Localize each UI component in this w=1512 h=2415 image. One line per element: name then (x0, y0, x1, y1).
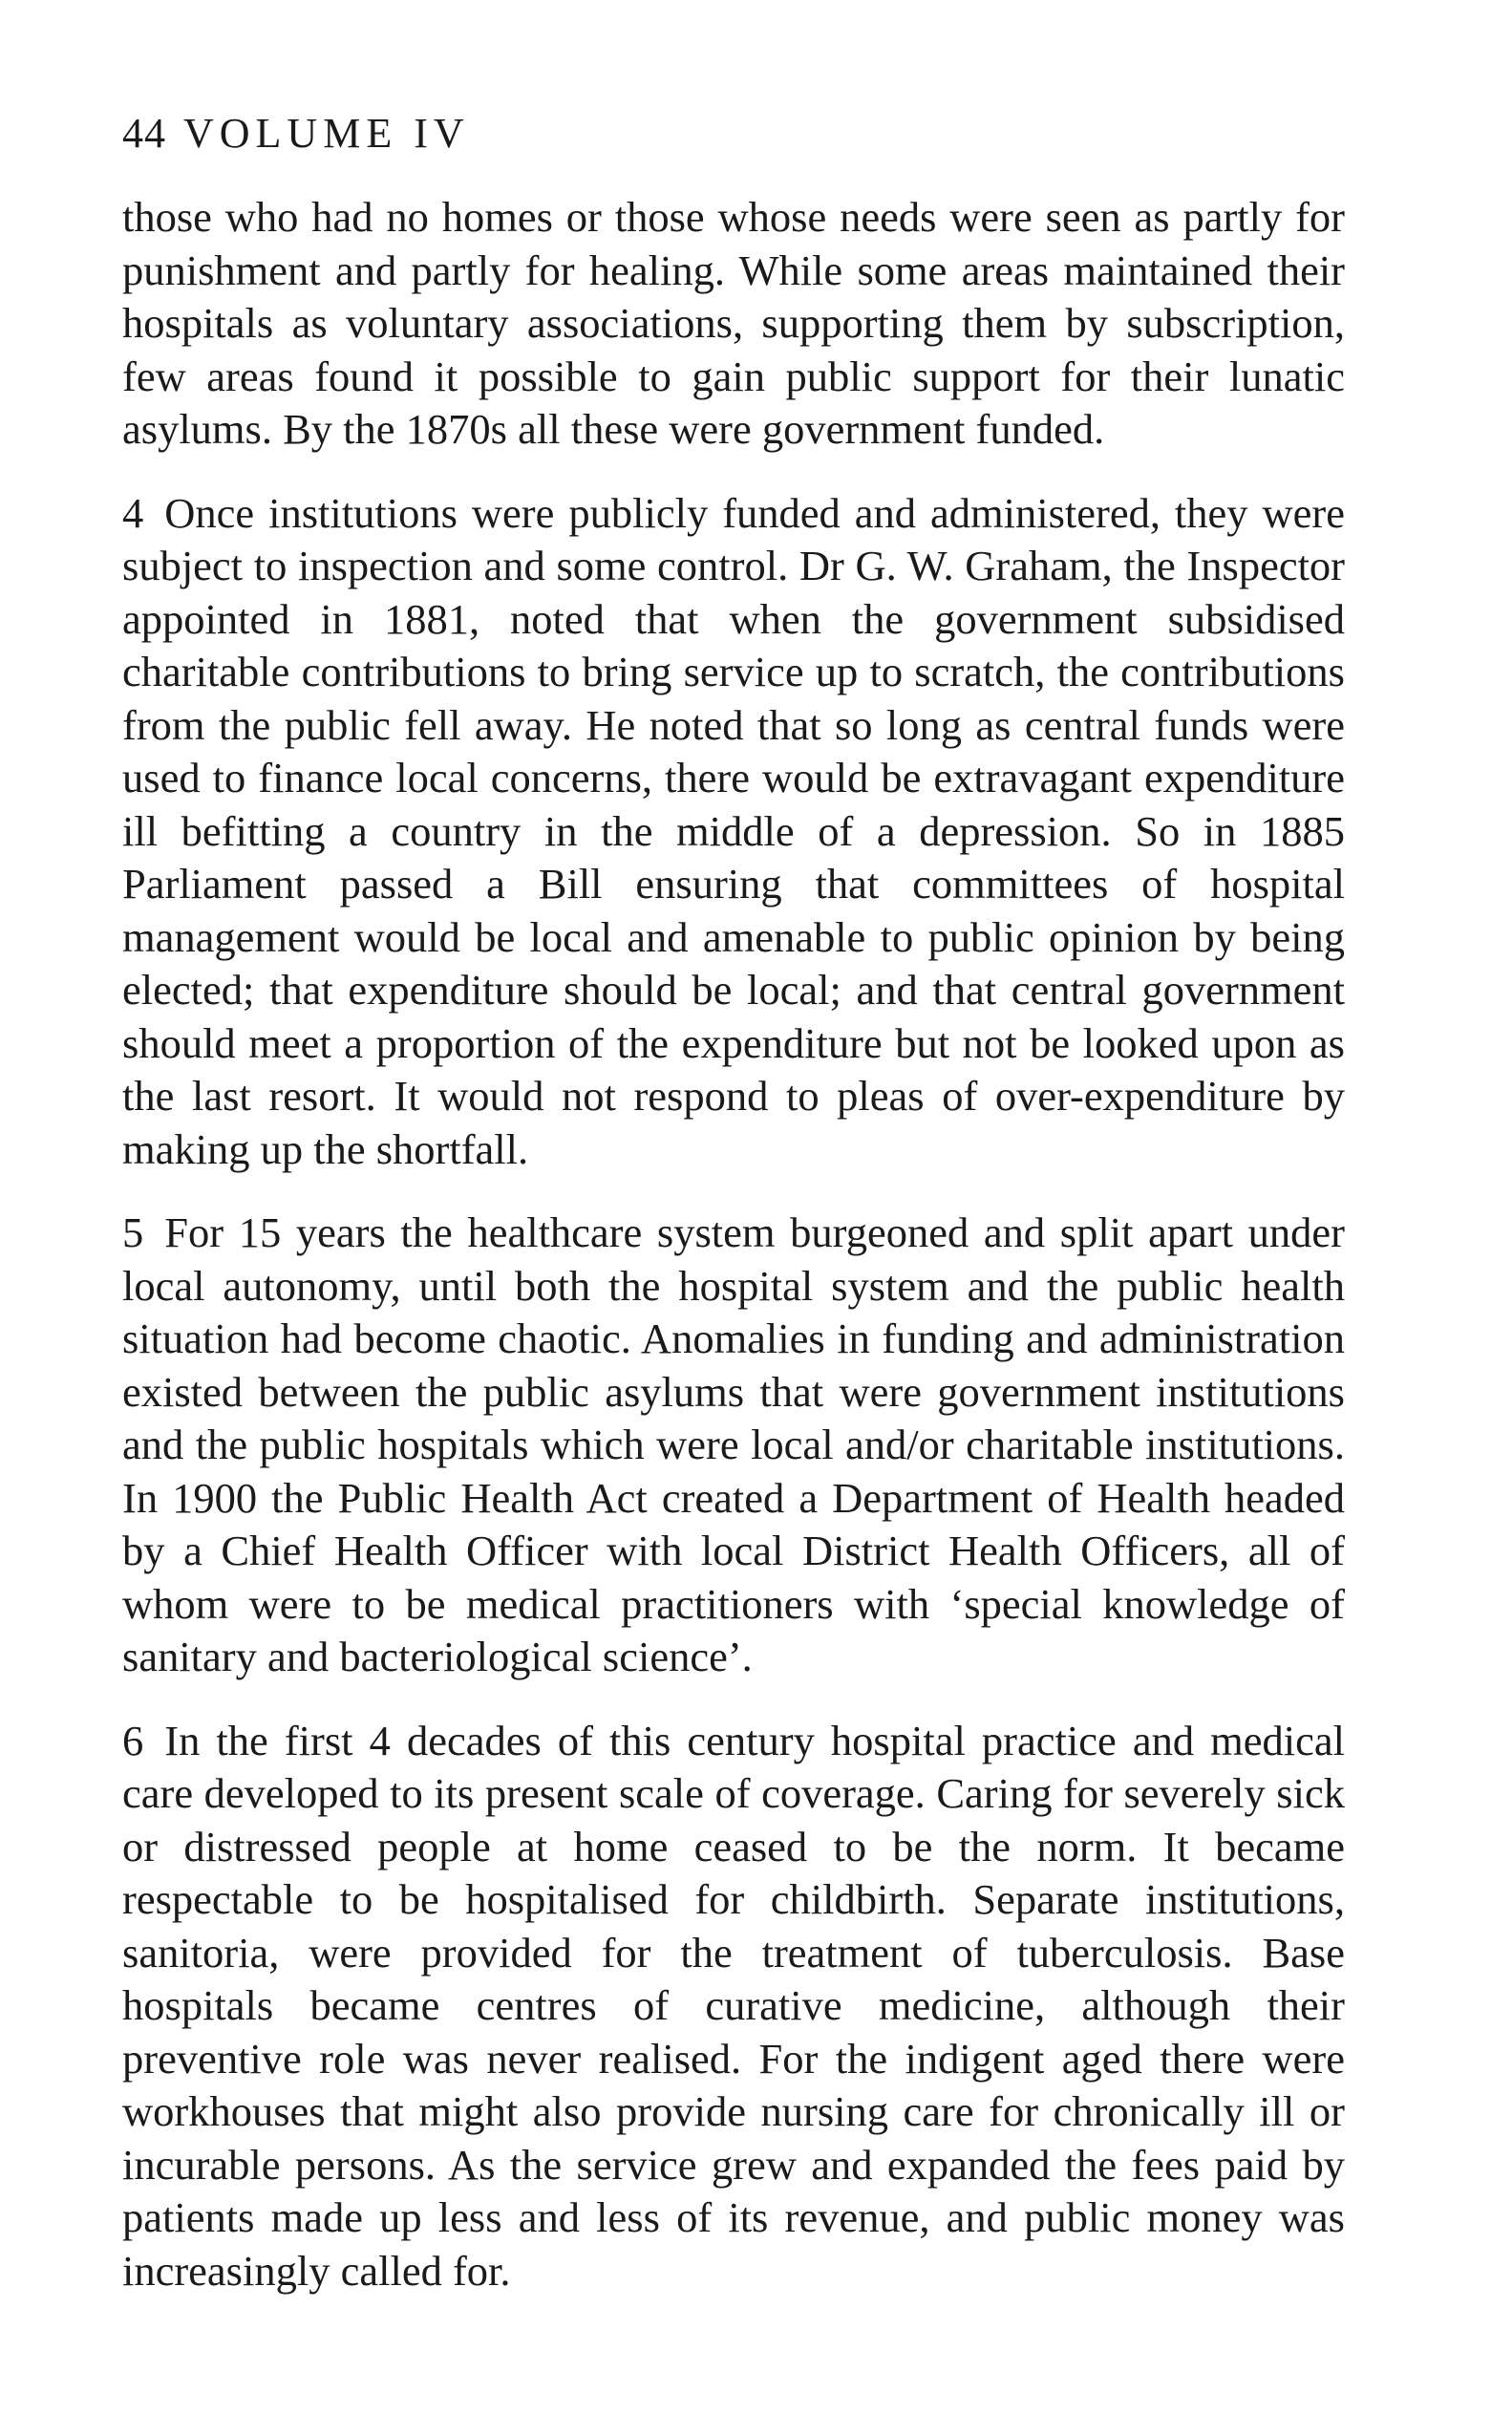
paragraph-text: those who had no homes or those whose needs were seen as partly for punishment and partly for healing. While some areas maintained their hospitals as voluntary associations, supporting them by subscription, few areas found it possible to gain public support for their lunatic asylums. By the 1870s all these were government funded. (122, 193, 1345, 453)
paragraph-4 (122, 487, 1345, 1177)
paragraph-text: For 15 years the healthcare system burgeoned and split apart under local autonomy, until both the hospital system and the public health situation had become chaotic. Anomalies in funding and administration existed between the public asylums that were government institutions and the public hospitals which were local and/or charitable institutions. In 1900 the Public Health Act created a Department of Health headed by a Chief Health Officer with local District Health Officers, all of whom were to be medical practitioners with ‘special knowledge of sanitary and bacteriological science’. (122, 1208, 1345, 1680)
paragraph-5 (122, 1207, 1345, 1684)
volume-title: VOLUME IV (183, 110, 470, 157)
body-text (122, 191, 1345, 2328)
paragraph-number: 6 (122, 1716, 144, 1764)
running-head (122, 110, 470, 157)
paragraph-continued (122, 191, 1345, 457)
page-number: 44 (122, 110, 166, 157)
paragraph-number: 5 (122, 1208, 144, 1256)
paragraph-text: Once institutions were publicly funded and administered, they were subject to inspection and some control. Dr G. W. Graham, the Inspector appointed in 1881, noted that when the government subsidised charitable contributions to bring service up to scratch, the contributions from the public fell away. He noted that so long as central funds were used to finance local concerns, there would be extravagant expenditure ill befitting a country in the middle of a depression. So in 1885 Parliament passed a Bill ensuring that committees of hospital management would be local and amenable to public opinion by being elected; that expenditure should be local; and that central government should meet a proportion of the expenditure but not be looked upon as the last resort. It would not respond to pleas of over-expenditure by making up the shortfall. (122, 488, 1345, 1173)
paragraph-6 (122, 1715, 1345, 2298)
paragraph-number: 4 (122, 488, 144, 537)
paragraph-text: In the first 4 decades of this century hospital practice and medical care developed to its present scale of coverage. Caring for severely sick or distressed people at home ceased to be the norm. It became respectable to be hospitalised for childbirth. Separate institutions, sanitoria, were provided for the treatment of tuberculosis. Base hospitals became centres of curative medicine, although their preventive role was never realised. For the indigent aged there were workhouses that might also provide nursing care for chronically ill or incurable persons. As the service grew and expanded the fees paid by patients made up less and less of its revenue, and public money was increasingly called for. (122, 1716, 1345, 2295)
